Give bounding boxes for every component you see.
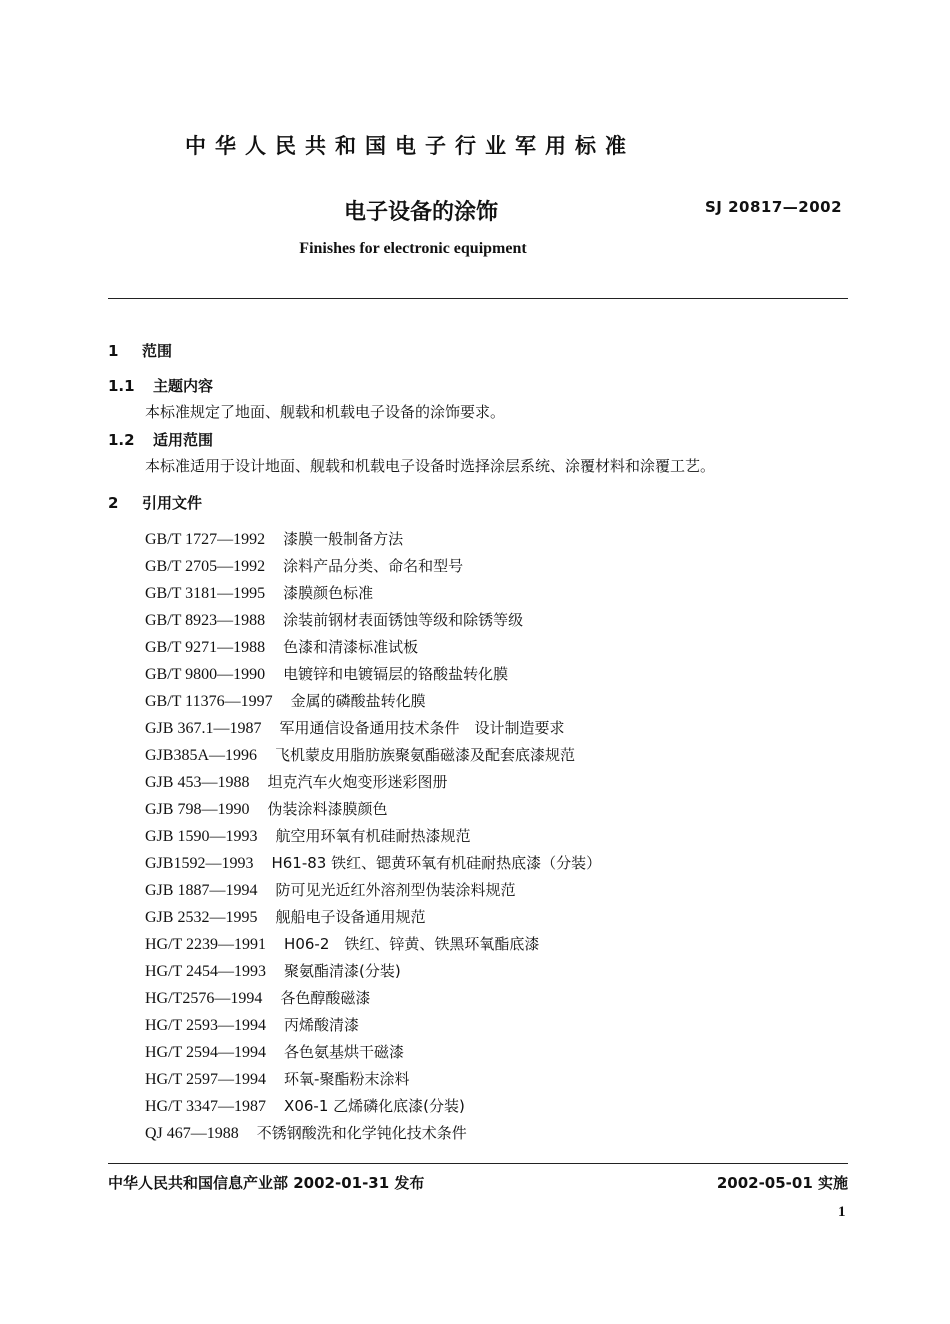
reference-title: 各色醇酸磁漆 xyxy=(280,989,371,1007)
reference-item xyxy=(145,879,601,906)
reference-code: QJ 467—1988 xyxy=(145,1125,239,1142)
reference-title: H06-2 铁红、锌黄、铁黑环氧酯底漆 xyxy=(284,935,540,953)
reference-code: GB/T 2705—1992 xyxy=(145,558,266,575)
page-number: 1 xyxy=(838,1204,846,1220)
reference-title: 色漆和清漆标准试板 xyxy=(283,638,419,656)
reference-title: 坦克汽车火炮变形迷彩图册 xyxy=(267,773,448,791)
reference-code: GJB 367.1—1987 xyxy=(145,720,262,737)
reference-item xyxy=(145,933,601,960)
reference-list xyxy=(145,528,601,1149)
reference-title: 涂装前钢材表面锈蚀等级和除锈等级 xyxy=(283,611,524,629)
reference-item xyxy=(145,609,601,636)
reference-item xyxy=(145,771,601,798)
reference-code: GB/T 1727—1992 xyxy=(145,531,266,548)
reference-title: 飞机蒙皮用脂肪族聚氨酯磁漆及配套底漆规范 xyxy=(275,746,576,764)
reference-code: GB/T 11376—1997 xyxy=(145,693,273,710)
reference-title: 漆膜颜色标准 xyxy=(283,584,374,602)
section-number: 2 xyxy=(108,494,119,512)
reference-title: 聚氨酯清漆(分装) xyxy=(284,962,401,980)
implementation-date: 2002-05-01 实施 xyxy=(716,1174,848,1192)
reference-code: HG/T 3347—1987 xyxy=(145,1098,267,1115)
reference-title: 涂料产品分类、命名和型号 xyxy=(283,557,464,575)
reference-code: GJB 1590—1993 xyxy=(145,828,258,845)
reference-code: GB/T 9271—1988 xyxy=(145,639,266,656)
section-title: 主题内容 xyxy=(153,377,214,395)
reference-code: GB/T 9800—1990 xyxy=(145,666,266,683)
reference-item xyxy=(145,663,601,690)
reference-title: H61-83 铁红、锶黄环氧有机硅耐热底漆（分装） xyxy=(271,854,602,872)
reference-item xyxy=(145,582,601,609)
reference-item xyxy=(145,636,601,663)
section-number: 1.1 xyxy=(108,377,135,395)
reference-item xyxy=(145,528,601,555)
reference-item xyxy=(145,798,601,825)
standard-number: SJ 20817—2002 xyxy=(705,198,843,216)
reference-code: HG/T 2593—1994 xyxy=(145,1017,267,1034)
reference-item xyxy=(145,825,601,852)
standard-category-heading: 中华人民共和国电子行业军用标准 xyxy=(185,134,635,158)
reference-code: GB/T 8923—1988 xyxy=(145,612,266,629)
reference-item xyxy=(145,717,601,744)
section-title: 适用范围 xyxy=(153,431,214,449)
reference-item xyxy=(145,906,601,933)
reference-item xyxy=(145,987,601,1014)
reference-item xyxy=(145,960,601,987)
reference-code: GB/T 3181—1995 xyxy=(145,585,266,602)
reference-item xyxy=(145,555,601,582)
footer-divider xyxy=(108,1163,848,1164)
reference-code: GJB1592—1993 xyxy=(145,855,254,872)
issue-statement: 中华人民共和国信息产业部 2002-01-31 发布 xyxy=(108,1174,425,1192)
section-1-2-heading xyxy=(108,429,213,450)
reference-item xyxy=(145,1041,601,1068)
section-1-1-heading xyxy=(108,375,213,396)
document-title: 电子设备的涂饰 xyxy=(343,200,498,225)
reference-title: 电镀锌和电镀镉层的铬酸盐转化膜 xyxy=(283,665,509,683)
reference-item xyxy=(145,1122,601,1149)
reference-title: 舰船电子设备通用规范 xyxy=(275,908,426,926)
section-1-2-text: 本标准适用于设计地面、舰载和机载电子设备时选择涂层系统、涂覆材料和涂覆工艺。 xyxy=(145,457,716,475)
reference-item xyxy=(145,1068,601,1095)
reference-item xyxy=(145,690,601,717)
section-1-1-text: 本标准规定了地面、舰载和机载电子设备的涂饰要求。 xyxy=(145,403,506,421)
reference-code: HG/T 2239—1991 xyxy=(145,936,267,953)
reference-title: X06-1 乙烯磷化底漆(分装) xyxy=(284,1097,465,1115)
section-title: 范围 xyxy=(142,342,173,360)
reference-code: HG/T 2454—1993 xyxy=(145,963,267,980)
reference-code: HG/T2576—1994 xyxy=(145,990,263,1007)
reference-code: GJB 453—1988 xyxy=(145,774,250,791)
reference-title: 军用通信设备通用技术条件 设计制造要求 xyxy=(279,719,565,737)
reference-code: HG/T 2594—1994 xyxy=(145,1044,267,1061)
reference-code: GJB385A—1996 xyxy=(145,747,258,764)
reference-code: GJB 2532—1995 xyxy=(145,909,258,926)
reference-title: 伪装涂料漆膜颜色 xyxy=(267,800,388,818)
section-title: 引用文件 xyxy=(142,494,203,512)
reference-item xyxy=(145,1095,601,1122)
reference-title: 航空用环氧有机硅耐热漆规范 xyxy=(275,827,471,845)
reference-title: 漆膜一般制备方法 xyxy=(283,530,404,548)
reference-title: 金属的磷酸盐转化膜 xyxy=(290,692,426,710)
reference-title: 防可见光近红外溶剂型伪装涂料规范 xyxy=(275,881,516,899)
reference-code: HG/T 2597—1994 xyxy=(145,1071,267,1088)
reference-item xyxy=(145,744,601,771)
reference-item xyxy=(145,852,601,879)
reference-code: GJB 1887—1994 xyxy=(145,882,258,899)
header-divider xyxy=(108,298,848,299)
document-title-english: Finishes for electronic equipment xyxy=(299,240,527,257)
reference-item xyxy=(145,1014,601,1041)
section-number: 1.2 xyxy=(108,431,135,449)
reference-title: 环氧-聚酯粉末涂料 xyxy=(284,1070,410,1088)
reference-title: 不锈钢酸洗和化学钝化技术条件 xyxy=(256,1124,467,1142)
reference-title: 各色氨基烘干磁漆 xyxy=(284,1043,405,1061)
section-2-heading xyxy=(108,492,202,513)
section-number: 1 xyxy=(108,342,119,360)
section-1-heading xyxy=(108,340,172,361)
reference-title: 丙烯酸清漆 xyxy=(284,1016,360,1034)
reference-code: GJB 798—1990 xyxy=(145,801,250,818)
